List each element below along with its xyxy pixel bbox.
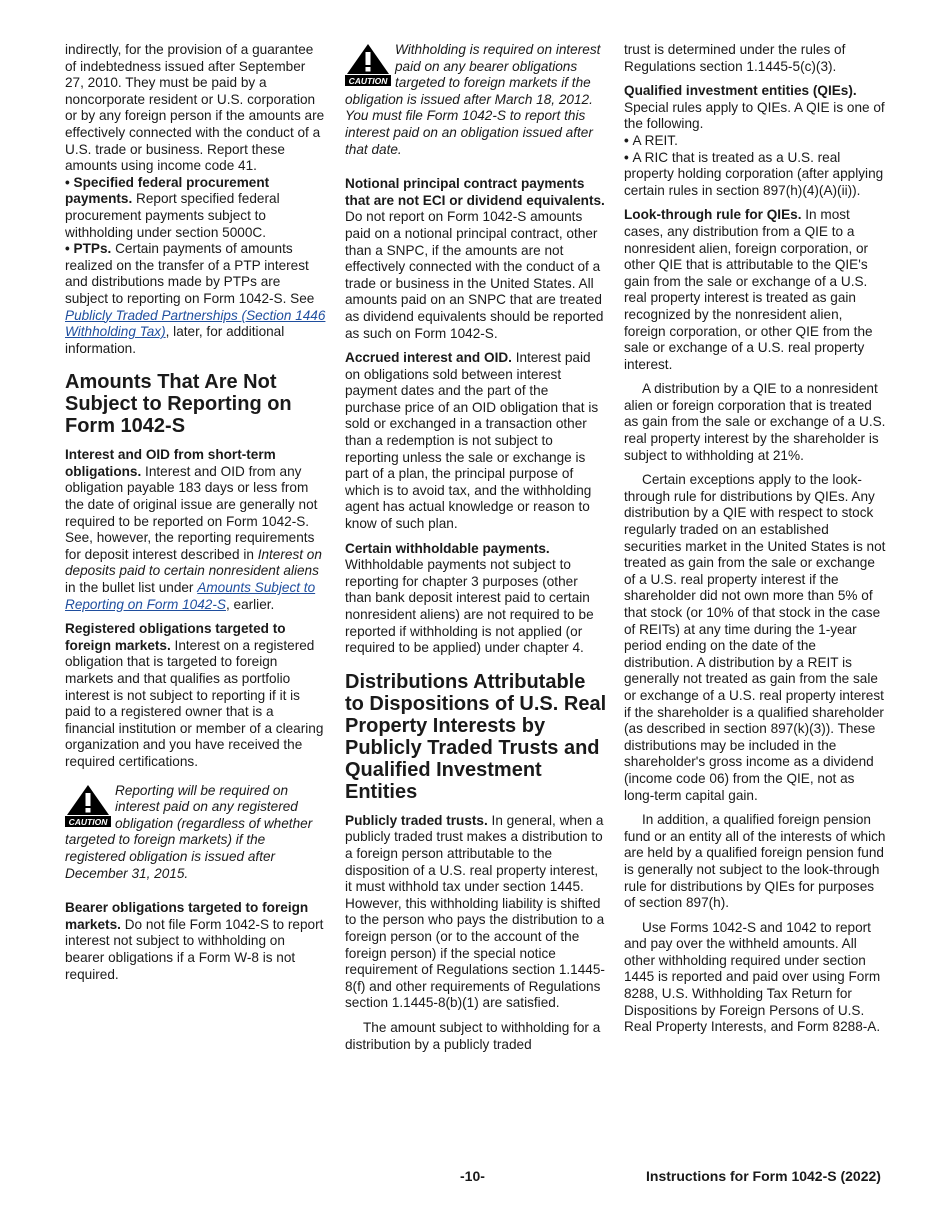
- text: Do not file Form 1042-S to report interest not subject to withholding on bearer obligations if a Form W-8 is not required.: [65, 916, 324, 982]
- text: Interest and OID from any obligation payable 183 days or less from the date of original issue are generally not required to be reported on Form 1042-S. See, however, the reporting requirements for deposit interest described in: [65, 463, 318, 562]
- caution-text: Reporting will be required on interest paid on any registered obligation (regardless of whether targeted to foreign markets) if the registered obligation is issued after December 31, 2015.: [65, 782, 313, 881]
- paragraph: [345, 813, 607, 1012]
- link-amounts-subject-to-reporting[interactable]: Amounts Subject to Reporting on Form 1042-S: [65, 580, 316, 612]
- paragraph: [65, 621, 327, 770]
- text: Withholdable payments not subject to reporting for chapter 3 purposes (other than bank deposit interest paid to certain nonresident aliens) are not required to be reported if withholding is not applied (or required to be applied) under chapter 4.: [345, 557, 594, 656]
- column-1: [65, 42, 327, 991]
- text: Interest paid on obligations sold between interest payment dates and the part of the purchase price of an OID obligation that is sold or exchanged in a transaction other than a redemption is not subject to reporting unless the sale or exchange is part of a plan, the principal purpose of which is to avoid tax, and the withholding agent has actual knowledge or reason to know of such plan.: [345, 350, 599, 532]
- caution-icon: [345, 42, 391, 86]
- run-in-heading: Accrued interest and OID.: [345, 350, 512, 366]
- caution-note: [345, 42, 607, 158]
- run-in-heading: Bearer obligations targeted to foreign markets.: [65, 900, 309, 932]
- paragraph: Use Forms 1042-S and 1042 to report and pay over the withheld amounts. All other withholding required under section 1445 is reported and paid over using Form 8288, U.S. Withholding Tax Return for Dispositions by Foreign Persons of U.S. Real Property Interests, and Form 8288-A.: [624, 919, 881, 1035]
- bullet-item: [65, 241, 327, 357]
- paragraph: Certain exceptions apply to the look-through rule for distributions by QIEs. Any distribution by a QIE with respect to stock regularly traded on an established securities market in the United States is not treated as gain from the sale or exchange of a U.S. real property interest if the shareholder did not own more than 5% of that stock (or 10% of that stock in the case of REITs) at any time during the 1-year period ending on the date of the distribution. A distribution by a REIT is generally not treated as gain from the sale or exchange of a U.S. real property interest if the shareholder is a qualified shareholder (as described in section 897(k)(3)). These distributions may be included in the shareholder's gross income as a dividend (income code 06) from the QIE, not as long-term capital gain.: [624, 472, 886, 803]
- text: Do not report on Form 1042-S amounts paid on a notional principal contract, other than a SNPC, if the amounts are not effectively connected with the conduct of a trade or business in the United States. All amounts paid on an SNPC that are treated as dividend equivalents should be reported as such on Form 1042-S.: [345, 209, 604, 341]
- paragraph: indirectly, for the provision of a guarantee of indebtedness issued after September 27, 2010. They must be paid by a noncorporate resident or U.S. corporation or by any foreign person if the amounts are effectively connected with the conduct of a U.S. trade or business. Report these amounts using income code 41.: [65, 42, 325, 174]
- run-in-heading: Look-through rule for QIEs.: [624, 207, 802, 223]
- bullet-text: Report specified federal procurement payments subject to withholding under section 5000C.: [65, 191, 280, 240]
- paragraph: [624, 207, 886, 373]
- bullet-text: , later, for additional information.: [65, 324, 285, 356]
- text: Special rules apply to QIEs. A QIE is one of the following.: [624, 99, 885, 132]
- paragraph: [65, 447, 327, 613]
- bullet-item: • A RIC that is treated as a U.S. real property holding corporation (after applying certain rules in section 897(h)(4)(A)(ii)).: [624, 150, 886, 200]
- caution-label: CAUTION: [348, 76, 388, 86]
- run-in-heading: Certain withholdable payments.: [345, 540, 550, 556]
- run-in-heading: Qualified investment entities (QIEs).: [624, 83, 857, 99]
- run-in-heading: Registered obligations targeted to foreign markets.: [65, 621, 286, 653]
- bullet-text: Certain payments of amounts realized on the transfer of a PTP interest and distributions made by PTPs are subject to reporting on Form 1042-S. See: [65, 241, 315, 306]
- run-in-heading: Publicly traded trusts.: [345, 812, 488, 828]
- paragraph: A distribution by a QIE to a nonresident alien or foreign corporation that is treated as gain from the sale or exchange of a U.S. real property interest by the shareholder is subject to withholding at 21%.: [624, 381, 886, 463]
- paragraph: In addition, a qualified foreign pension fund or an entity all of the interests of which are held by a qualified foreign pension fund is generally not subject to the look-through rule for distributions by QIEs for purposes of section 897(h).: [624, 812, 886, 911]
- caution-note: [65, 783, 327, 883]
- paragraph: trust is determined under the rules of Regulations section 1.1445-5(c)(3).: [624, 42, 846, 74]
- section-heading: Distributions Attributable to Dispositions of U.S. Real Property Interests by Publicly Traded Trusts and Qualified Investment Entities: [345, 670, 607, 803]
- paragraph: [345, 176, 607, 342]
- column-3: [624, 42, 886, 1044]
- text: , earlier.: [225, 596, 275, 612]
- paragraph: [345, 541, 607, 657]
- text: Interest on a registered obligation that is targeted to foreign markets and that qualifies as portfolio interest is not subject to reporting if it is paid to a registered owner that is a financial institution or member of a clearing organization and you have received the required certifications.: [65, 637, 324, 769]
- caution-label: CAUTION: [68, 816, 108, 827]
- page-number: -10-: [460, 1168, 485, 1184]
- paragraph: The amount subject to withholding for a distribution by a publicly traded: [345, 1019, 601, 1052]
- caution-text: Withholding is required on interest paid on any bearer obligations targeted to foreign markets if the obligation is issued after March 18, 2012. You must file Form 1042-S to report this interest paid on an obligation issued after that date.: [345, 42, 601, 157]
- run-in-heading: Interest and OID from short-term obligations.: [65, 447, 276, 479]
- caution-icon: [65, 783, 111, 827]
- run-in-heading: Notional principal contract payments that are not ECI or dividend equivalents.: [345, 176, 605, 208]
- paragraph: [65, 900, 327, 983]
- text: In most cases, any distribution from a QIE to a nonresident alien, foreign corporation, or other QIE that is attributable to the QIE's gain from the sale or exchange of a U.S. real property interest is treated as gain recognized by the nonresident alien, foreign corporation, or other QIE from the sale or exchange of a U.S. real property interest.: [624, 207, 873, 372]
- italic-text: Interest on deposits paid to certain nonresident aliens: [65, 546, 322, 579]
- bullet-heading: Specified federal procurement payments.: [65, 174, 270, 207]
- text: in the bullet list under: [65, 580, 198, 596]
- column-2: [345, 42, 607, 1061]
- paragraph: [345, 350, 607, 533]
- paragraph: [624, 83, 886, 133]
- bullet-heading: PTPs.: [73, 241, 112, 257]
- section-heading: Amounts That Are Not Subject to Reporting on Form 1042-S: [65, 371, 292, 438]
- link-publicly-traded-partnerships[interactable]: Publicly Traded Partnerships (Section 1446 Withholding Tax): [65, 307, 326, 340]
- footer-title: Instructions for Form 1042-S (2022): [646, 1168, 881, 1184]
- bullet-item: [65, 175, 327, 241]
- text: In general, when a publicly traded trust makes a distribution to a foreign person attributable to the disposition of a U.S. real property interest, it must withhold tax under section 1445. However, this withholding liability is shifted to the person who pays the distribution to a foreign person (or to the account of the foreign person) if the special notice requirement of Regulations section 1.1445-8(f) and other requirements of Regulations section 1.1445-8(b)(1) are satisfied.: [345, 812, 605, 1011]
- bullet-item: • A REIT.: [624, 133, 886, 150]
